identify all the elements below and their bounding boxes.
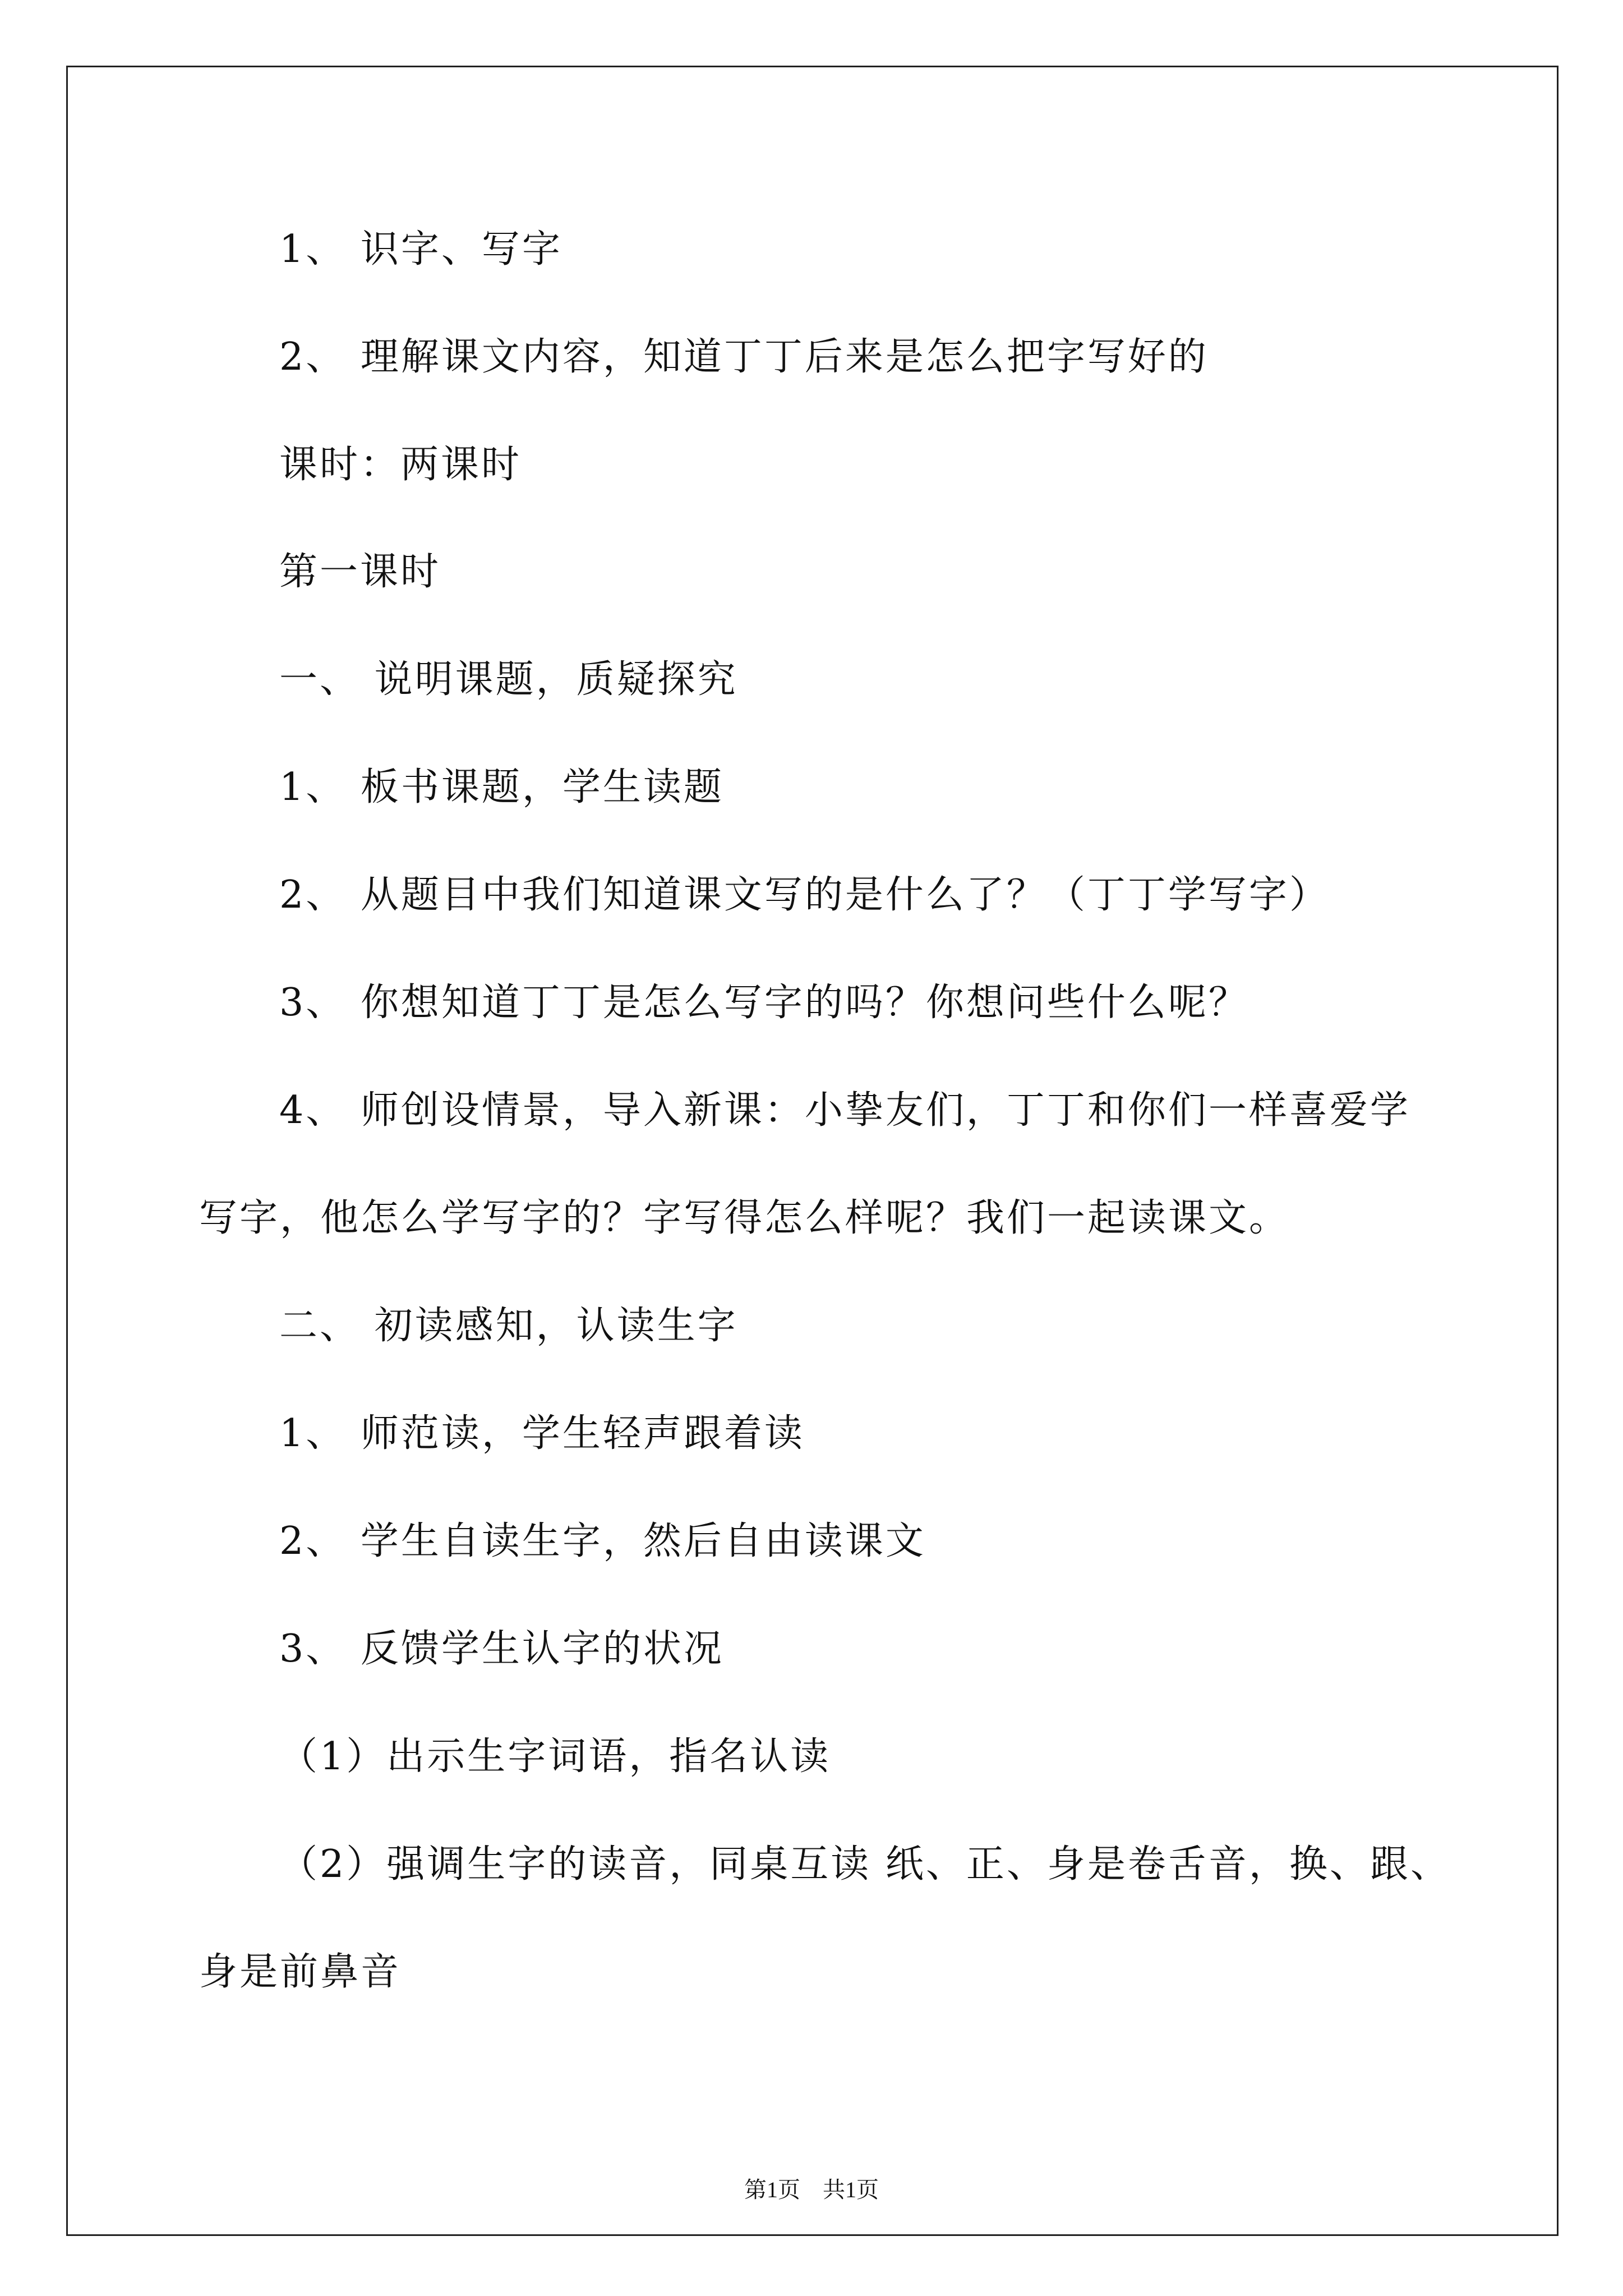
text-line: （1）出示生字词语，指名认读 bbox=[279, 1734, 831, 1779]
text-line: 课时：两课时 bbox=[279, 443, 522, 487]
text-line: 2、 学生自读生字，然后自由读课文 bbox=[279, 1519, 926, 1563]
text-line: 身是前鼻音 bbox=[199, 1950, 402, 1994]
text-line: 1、 板书课题，学生读题 bbox=[279, 765, 724, 809]
text-line: 2、 理解课文内容，知道丁丁后来是怎么把字写好的 bbox=[279, 335, 1209, 379]
section-heading: 第一课时 bbox=[279, 550, 441, 594]
text-line: （2）强调生字的读音，同桌互读 纸、正、身是卷舌音，换、跟、 bbox=[279, 1842, 1451, 1887]
text-line: 2、 从题目中我们知道课文写的是什么了？（丁丁学写字） bbox=[279, 873, 1330, 917]
page-border bbox=[66, 66, 1559, 2236]
text-line: 1、 师范读，学生轻声跟着读 bbox=[279, 1411, 805, 1456]
text-line: 写字，他怎么学写字的？字写得怎么样呢？我们一起读课文。 bbox=[199, 1196, 1290, 1240]
text-line: 3、 你想知道丁丁是怎么写字的吗？你想问些什么呢？ bbox=[279, 981, 1249, 1025]
text-line: 3、 反馈学生认字的状况 bbox=[279, 1627, 724, 1671]
section-heading: 二、 初读感知，认读生字 bbox=[279, 1304, 738, 1348]
page-total: 共1页 bbox=[823, 2177, 879, 2202]
text-line: 4、 师创设情景，导入新课：小挚友们，丁丁和你们一样喜爱学 bbox=[279, 1088, 1410, 1133]
page-number: 第1页 bbox=[744, 2177, 800, 2202]
text-line: 1、 识字、写字 bbox=[279, 227, 562, 272]
page-footer bbox=[0, 2177, 1623, 2203]
section-heading: 一、 说明课题，质疑探究 bbox=[279, 657, 738, 702]
